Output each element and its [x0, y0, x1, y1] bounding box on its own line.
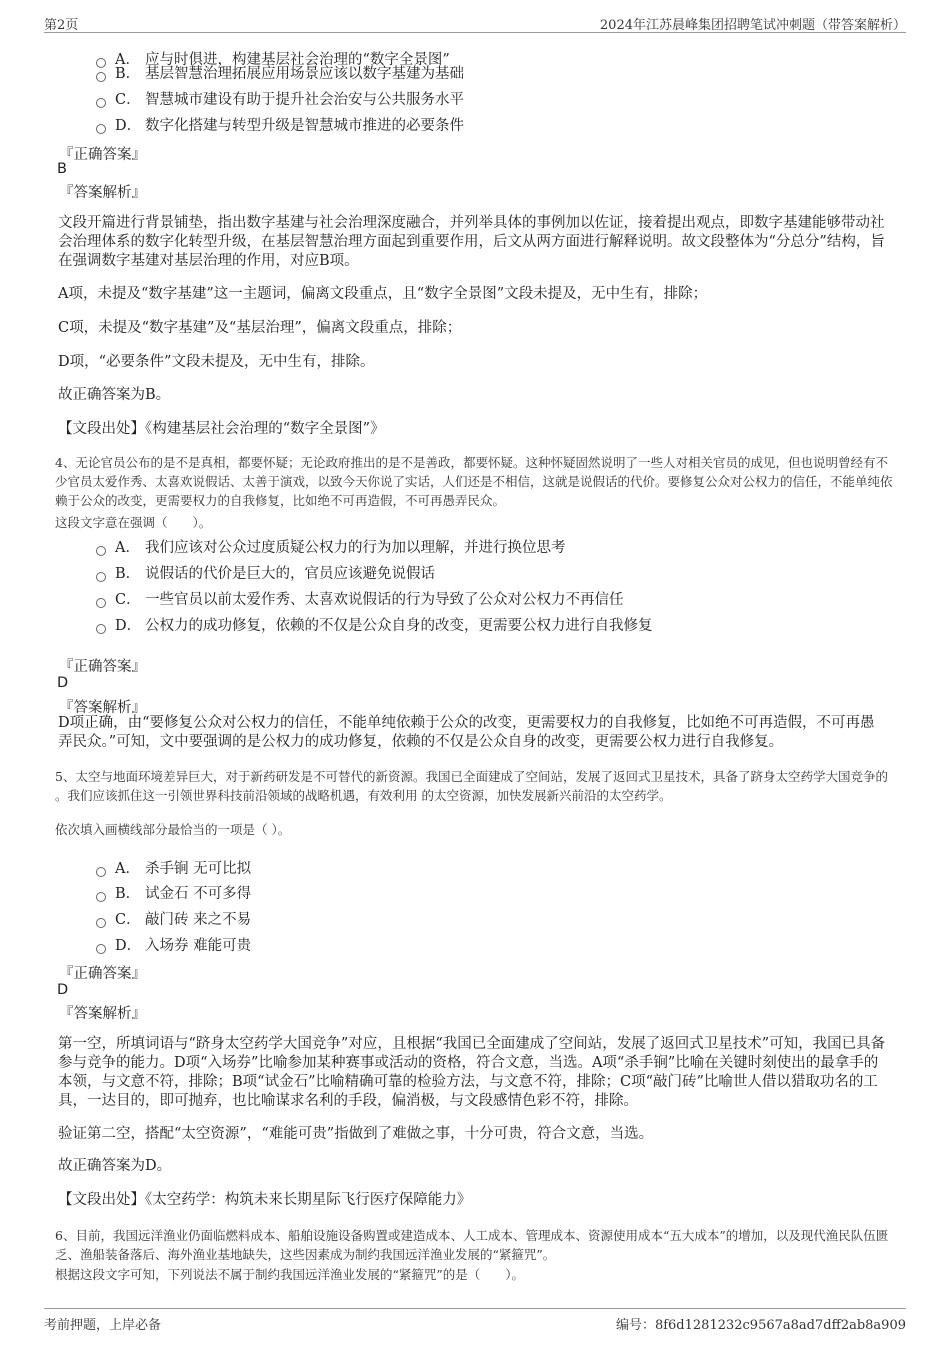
document-title: 2024年江苏晨峰集团招聘笔试冲刺题（带答案解析） [599, 18, 906, 33]
answer-label: 『正确答案』 [59, 659, 146, 675]
option-a[interactable]: A． 我们应该对公众过度质疑公权力的行为加以理解，并进行换位思考 [96, 536, 566, 557]
analysis-label: 『答案解析』 [59, 185, 146, 201]
analysis-paragraph: C项，未提及“数字基建”及“基层治理”，偏离文段重点，排除； [58, 320, 462, 336]
page-header [44, 12, 906, 33]
option-b[interactable]: B． 基层智慧治理拓展应用场景应该以数字基建为基础 [96, 62, 464, 83]
footer-slogan: 考前押题，上岸必备 [44, 1318, 162, 1333]
option-d[interactable]: D． 入场券 难能可贵 [96, 934, 251, 955]
option-b[interactable]: B． 试金石 不可多得 [96, 882, 251, 903]
option-c[interactable]: C． 敲门砖 来之不易 [96, 908, 251, 929]
radio-icon[interactable] [96, 867, 106, 877]
answer-value: D [57, 675, 69, 691]
question-prompt: 根据这段文字可知，下列说法不属于制约我国远洋渔业发展的“紧箍咒”的是（ ）。 [55, 1267, 525, 1282]
answer-value: B [57, 161, 67, 177]
option-b[interactable]: B． 说假话的代价是巨大的，官员应该避免说假话 [96, 562, 435, 583]
option-d[interactable]: D． 公权力的成功修复，依赖的不仅是公众自身的改变，更需要公权力进行自我修复 [96, 614, 653, 635]
radio-icon[interactable] [96, 572, 106, 582]
question-prompt: 依次填入画横线部分最恰当的一项是（ ）。 [55, 822, 291, 837]
question-stem: 6、目前，我国远洋渔业仍面临燃料成本、船舶设施设备购置或建造成本、人工成本、管理成本、资源使用成本“五大成本”的增加，以及现代渔民队伍匮乏、渔船装备落后、海外渔业基地缺失，这些因素成为制约我国远洋渔业发展的“紧箍咒”。 [55, 1228, 889, 1262]
question-stem: 5、太空与地面环境差异巨大，对于新药研发是不可替代的新资源。我国已全面建成了空间站，发展了返回式卫星技术，具备了跻身太空药学大国竞争的 。我们应该抓住这一引领世界科技前沿领域的战略机遇，有效利用 的太空资源，加快发展新兴前沿的太空药学。 [55, 769, 888, 803]
analysis-label: 『答案解析』 [59, 1006, 146, 1022]
analysis-conclusion: 故正确答案为D。 [58, 1158, 172, 1174]
source-citation: 【文段出处】《构建基层社会治理的“数字全景图”》 [58, 421, 385, 437]
radio-icon[interactable] [96, 98, 106, 108]
question-stem: 4、无论官员公布的是不是真相，都要怀疑；无论政府推出的是不是善政，都要怀疑。这种怀疑固然说明了一些人对相关官员的成见，但也说明曾经有不少官员太爱作秀、太喜欢说假话、太善于演戏，以致今天你说了实话，人们还是不相信，这就是说假话的代价。要修复公众对公权力的信任，不能单纯依赖于公众的改变，更需要权力的自我修复，比如绝不可再造假，不可再愚弄民众。 [55, 455, 893, 508]
analysis-paragraph: D项正确，由“要修复公众对公权力的信任，不能单纯依赖于公众的改变，更需要权力的自我修复，比如绝不可再造假，不可再愚弄民众。”可知，文中要强调的是公权力的成功修复，依赖的不仅是公众自身的改变，更需要公权力进行自我修复。 [58, 715, 875, 750]
answer-value: D [57, 982, 69, 998]
page-number: 第2页 [44, 18, 79, 33]
answer-label: 『正确答案』 [59, 147, 146, 163]
option-c[interactable]: C． 一些官员以前太爱作秀、太喜欢说假话的行为导致了公众对公权力不再信任 [96, 588, 624, 609]
source-citation: 【文段出处】《太空药学：构筑未来长期星际飞行医疗保障能力》 [58, 1192, 472, 1208]
radio-icon[interactable] [96, 124, 106, 134]
option-d[interactable]: D． 数字化搭建与转型升级是智慧城市推进的必要条件 [96, 114, 464, 135]
option-a[interactable]: A． 杀手锏 无可比拟 [96, 857, 251, 878]
radio-icon[interactable] [96, 918, 106, 928]
analysis-paragraph: 验证第二空，搭配“太空资源”，“难能可贵”指做到了难做之事，十分可贵，符合文意，当选。 [58, 1126, 654, 1142]
radio-icon[interactable] [96, 944, 106, 954]
radio-icon[interactable] [96, 72, 106, 82]
document-id: 编号：8f6d1281232c9567a8ad7dff2ab8a909 [615, 1318, 906, 1333]
radio-icon[interactable] [96, 892, 106, 902]
question-prompt: 这段文字意在强调（ ）。 [55, 515, 212, 530]
analysis-paragraph: 第一空，所填词语与“跻身太空药学大国竞争”对应，且根据“我国已全面建成了空间站，发展了返回式卫星技术”可知，我国已具备参与竞争的能力。D项“入场券”比喻参加某种赛事或活动的资格，符合文意，当选。A项“杀手锏”比喻在关键时刻使出的最拿手的本领，与文意不符，排除；B项“试金石”比喻精确可靠的检验方法，与文意不符，排除；C项“敲门砖”比喻世人借以猎取功名的工具，一达目的，即可抛弃，也比喻谋求名利的手段，偏消极，与文段感情色彩不符，排除。 [58, 1036, 886, 1109]
analysis-paragraph: D项，“必要条件”文段未提及，无中生有，排除。 [58, 354, 375, 370]
radio-icon[interactable] [96, 624, 106, 634]
radio-icon[interactable] [96, 598, 106, 608]
analysis-paragraph: A项，未提及“数字基建”这一主题词，偏离文段重点，且“数字全景图”文段未提及，无中生有，排除； [58, 286, 708, 302]
analysis-conclusion: 故正确答案为B。 [58, 387, 171, 403]
option-a[interactable]: A． 应与时俱进，构建基层社会治理的“数字全景图” [96, 48, 450, 69]
radio-icon[interactable] [96, 546, 106, 556]
option-c[interactable]: C． 智慧城市建设有助于提升社会治安与公共服务水平 [96, 88, 464, 109]
analysis-paragraph: 文段开篇进行背景铺垫，指出数字基建与社会治理深度融合，并列举具体的事例加以佐证，接着提出观点，即数字基建能够带动社会治理体系的数字化转型升级，在基层智慧治理方面起到重要作用，后文从两方面进行解释说明。故文段整体为“分总分”结构，旨在强调数字基建对基层治理的作用，对应B项。 [58, 215, 885, 269]
answer-label: 『正确答案』 [59, 966, 146, 982]
page-footer [44, 1308, 906, 1331]
analysis-label: 『答案解析』 [59, 700, 146, 716]
